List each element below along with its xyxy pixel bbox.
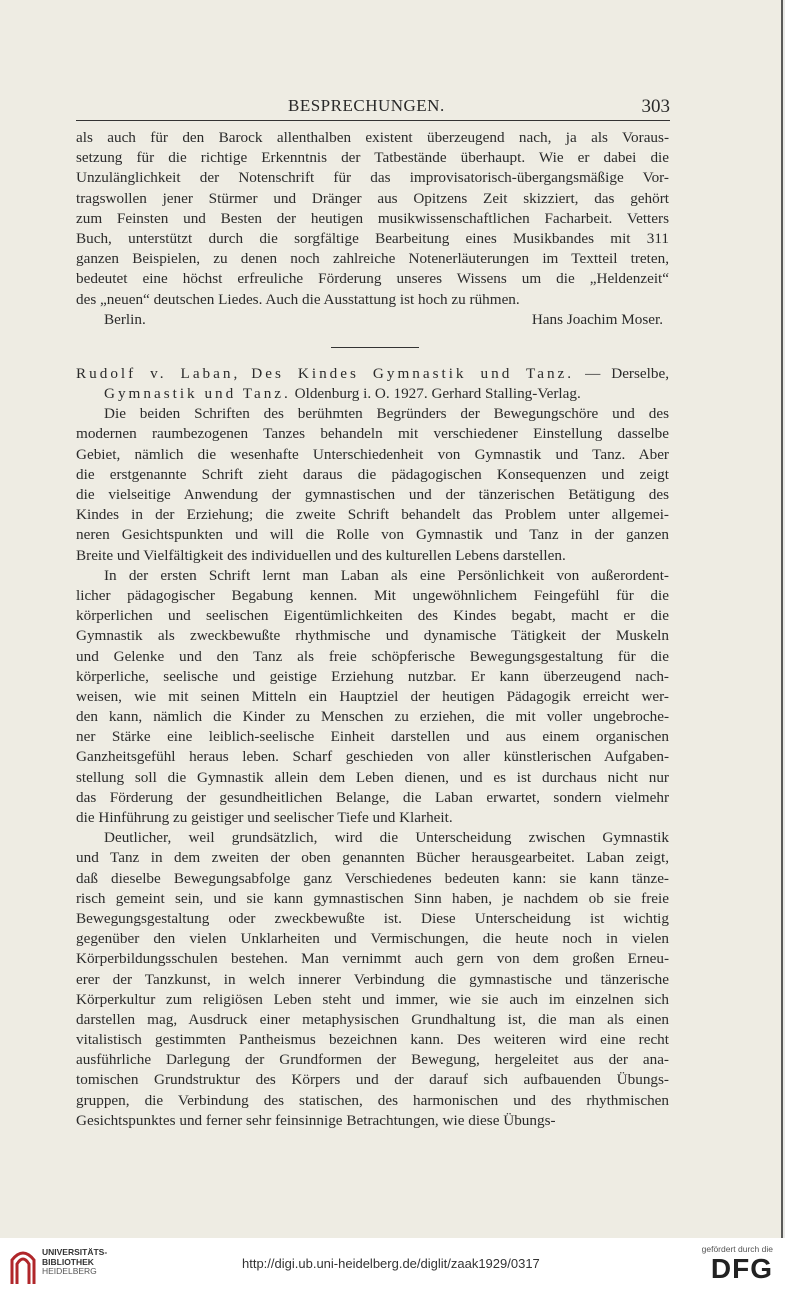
review-author: Rudolf v. Laban, bbox=[76, 364, 241, 382]
text-line: Ganzheitsgefühl heraus leben. Scharf geschieden von aller künstlerischen Aufgaben- bbox=[76, 748, 669, 766]
page-body bbox=[76, 128, 669, 1131]
text-line: und Gelenke und den Tanz als freie schöpferische Bewegungsgestaltung für die bbox=[76, 647, 669, 665]
header-rule bbox=[76, 120, 670, 121]
text-line: weisen, wie mit seinen Mitteln ein Hauptziel der heutigen Pädagogik erreicht wer- bbox=[76, 687, 669, 705]
text-line: Buch, unterstützt durch die sorgfältige Bearbeitung eines Musikbandes mit 311 bbox=[76, 229, 669, 247]
text-line: neren Gesichtspunkten und will die Rolle von Gymnastik und Tanz in der ganzen bbox=[76, 526, 669, 544]
text-line: gegenüber den vielen Unklarheiten und Vermischungen, die heute noch in vielen bbox=[76, 930, 669, 948]
text-line: daß dieselbe Bewegungsabfolge ganz Verschiedenes bedeuten kann: sie kann tänze- bbox=[76, 869, 669, 887]
dfg-funding[interactable] bbox=[683, 1244, 773, 1292]
text-line: ner Stärke eine leiblich-seelische Einheit darstellen und aus einem organischen bbox=[76, 728, 669, 746]
signature-line bbox=[76, 310, 669, 330]
signature-name: Hans Joachim Moser. bbox=[531, 310, 663, 328]
text-line: Gebiet, nämlich die wesenhafte Unterschiedenheit von Gymnastik und Tanz. Aber bbox=[76, 445, 669, 463]
text-line: ausführliche Darlegung der Grundformen der Bewegung, hergeleitet aus der ana- bbox=[76, 1051, 669, 1069]
text-line: risch gemeint sein, und sie kann gymnastischen Sinn haben, je nachdem ob sie freie bbox=[76, 889, 669, 907]
library-name: UNIVERSITÄTS- BIBLIOTHEK HEIDELBERG bbox=[42, 1247, 108, 1276]
text-line: erer der Tanzkunst, in welch innerer Verbindung die gymnastische und tänzerische bbox=[76, 970, 669, 988]
review-paragraph-1 bbox=[76, 404, 669, 566]
text-line: Gesichtspunktes und ferner sehr feinsinnige Betrachtungen, wie diese Übungs- bbox=[76, 1111, 556, 1129]
text-line: Bewegungsgestaltung oder zweckbewußte ist. Diese Unterscheidung ist wichtig bbox=[76, 909, 669, 927]
text-line: ganzen Beispielen, zu denen noch zahlreiche Notenerläuterungen im Textteil treten, bbox=[76, 250, 669, 268]
text-line: den kann, nämlich die Kinder zu Menschen zu erziehen, die mit voller ungebroche- bbox=[76, 708, 669, 726]
text-line: und Tanz in dem zweiten der oben genannten Bücher herausgearbeitet. Laban zeigt, bbox=[76, 849, 669, 867]
viewer-footer bbox=[0, 1238, 785, 1297]
review-book-title-2: Gymnastik und Tanz. bbox=[104, 385, 291, 403]
text-line: zum Feinsten und Besten der heutigen musikwissenschaftlichen Facharbeit. Vetters bbox=[76, 209, 669, 227]
text-line: das Förderung der gesundheitlichen Belange, die Laban erwartet, sondern vielmehr bbox=[76, 788, 669, 806]
review-continuation bbox=[76, 128, 669, 310]
header-title: BESPRECHUNGEN. bbox=[288, 96, 445, 115]
text-line: die erstgenannte Schrift zieht daraus die pädagogischen Konsequenzen und zeigt bbox=[76, 465, 669, 483]
text-line: Körperkultur zum religiösen Leben steht und immer, wie sie auch im einzelnen sich bbox=[76, 990, 669, 1008]
review-paragraph-3 bbox=[76, 828, 669, 1131]
page-number: 303 bbox=[641, 96, 670, 117]
text-line: Kindes in der Erziehung; die zweite Schrift behandelt das Problem unter allgemei- bbox=[76, 506, 669, 524]
review-heading-line-2 bbox=[76, 384, 669, 404]
review-heading-line-1 bbox=[76, 364, 669, 384]
text-line: darstellen mag, Ausdruck einer metaphysischen Grundhaltung ist, die man als einen bbox=[76, 1010, 669, 1028]
text-line: körperliche, seelische und geistige Erziehung nutzbar. Er kann überzeugend nach- bbox=[76, 667, 669, 685]
text-line: die Hinführung zu geistiger und seelischer Tiefe und Klarheit. bbox=[76, 809, 453, 826]
review-book-title-1: Des Kindes Gymnastik und Tanz. bbox=[251, 364, 575, 382]
section-separator bbox=[76, 330, 669, 358]
review-paragraph-2 bbox=[76, 566, 669, 828]
dfg-logo: DFG bbox=[710, 1253, 773, 1284]
text-line: gruppen, die Verbindung des statischen, des harmonischen und des rhythmischen bbox=[76, 1091, 669, 1109]
review-heading-rest-1: — Derselbe, bbox=[585, 364, 669, 382]
review-heading-rest-2: Oldenburg i. O. 1927. Gerhard Stalling-Verlag. bbox=[294, 385, 581, 403]
text-line: körperlichen und seelischen Eigentümlichkeiten des Kindes begabt, macht er die bbox=[76, 607, 669, 625]
ub-heidelberg-logo-icon bbox=[10, 1248, 36, 1286]
running-header bbox=[76, 96, 670, 120]
text-line: stellung soll die Gymnastik allein dem Leben dienen, und es ist durchaus nicht nur bbox=[76, 768, 669, 786]
text-line: Körperbildungsschulen bestehen. Man vernimmt auch gern von dem großen Erneu- bbox=[76, 950, 669, 968]
funding-note: gefördert durch die bbox=[701, 1244, 773, 1254]
text-line: setzung für die richtige Erkenntnis der Tatbestände überhaupt. Wie er dabei die bbox=[76, 149, 669, 167]
text-line: modernen raumbezogenen Tanzes behandeln mit verschiedener Einstellung dasselbe bbox=[76, 425, 669, 443]
text-line: vitalistisch gestimmten Pantheismus bezeichnen kann. Des weiteren wird eine recht bbox=[76, 1031, 669, 1049]
permalink-url[interactable]: http://digi.ub.uni-heidelberg.de/diglit/zaak1929/0317 bbox=[242, 1256, 540, 1271]
text-line: Unzulänglichkeit der Notenschrift für das improvisatorisch-übergangsmäßige Vor- bbox=[76, 169, 669, 187]
text-line: die vielseitige Anwendung der gymnastischen und der tänzerischen Betätigung des bbox=[76, 486, 669, 503]
text-line: Deutlicher, weil grundsätzlich, wird die Unterscheidung zwischen Gymnastik bbox=[104, 829, 669, 847]
text-line: bedeutet eine höchst erfreuliche Förderung unseres Wissens um die „Heldenzeit“ bbox=[76, 270, 669, 288]
text-line: als auch für den Barock allenthalben existent überzeugend nach, ja als Voraus- bbox=[76, 129, 669, 146]
library-logo[interactable] bbox=[10, 1248, 120, 1290]
text-line: des „neuen“ deutschen Liedes. Auch die Ausstattung ist hoch zu rühmen. bbox=[76, 290, 520, 308]
text-line: tomischen Grundstruktur des Körpers und der darauf sich aufbauenden Übungs- bbox=[76, 1071, 669, 1089]
signature-place: Berlin. bbox=[104, 310, 146, 328]
text-line: licher pädagogischer Begabung kennen. Mit ungewöhnlichem Feingefühl für die bbox=[76, 586, 669, 604]
text-line: Gymnastik als zweckbewußte rhythmische und dynamische Tätigkeit der Muskeln bbox=[76, 627, 669, 645]
text-line: Breite und Vielfältigkeit des individuellen und des kulturellen Lebens darstellen. bbox=[76, 546, 566, 564]
text-line: In der ersten Schrift lernt man Laban als eine Persönlichkeit von außerordent- bbox=[104, 566, 669, 584]
text-line: tragswollen jener Stürmer und Dränger aus Opitzens Zeit skizziert, das gehört bbox=[76, 189, 669, 207]
text-line: Die beiden Schriften des berühmten Begründers der Bewegungschöre und des bbox=[104, 405, 669, 423]
